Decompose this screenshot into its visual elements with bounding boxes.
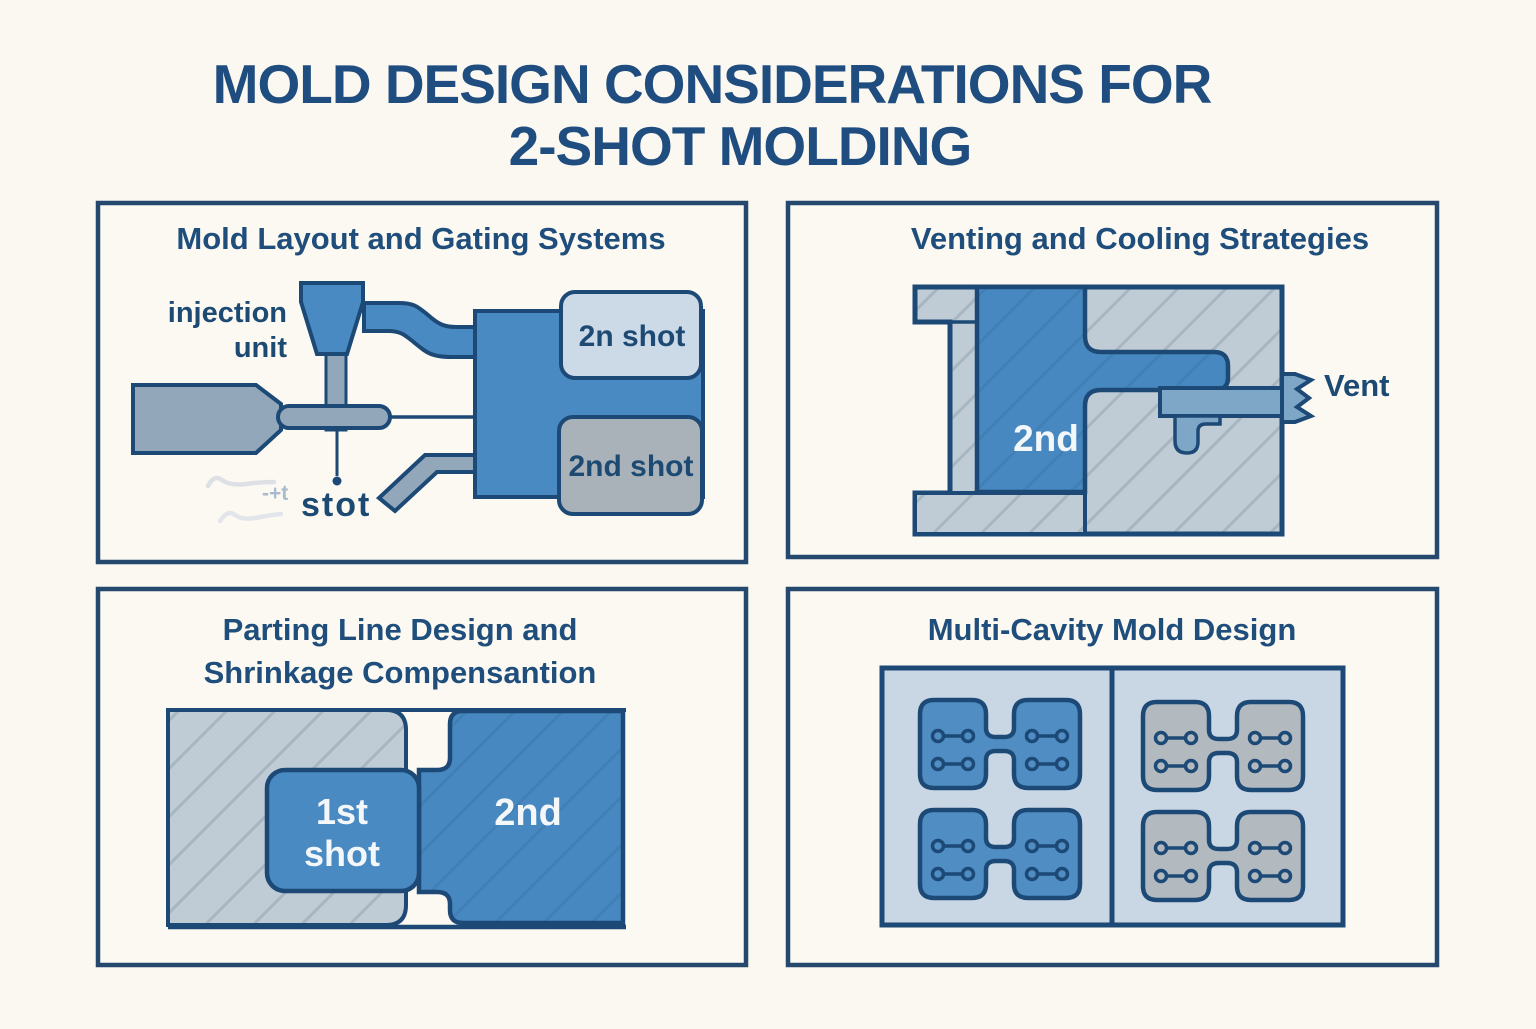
panel-parting-line xyxy=(98,589,746,965)
vent-channel-shape xyxy=(1160,388,1282,416)
panel-parting-line-title-line2: Shrinkage Compensantion xyxy=(203,655,597,690)
vent-label: Vent xyxy=(1324,368,1390,403)
nozzle-bar-shape xyxy=(278,406,390,428)
panel-venting-cooling xyxy=(788,203,1437,557)
injection-unit-label-line2: unit xyxy=(233,332,287,364)
panel-mold-layout xyxy=(98,203,746,562)
first-shot-label-line2: shot xyxy=(304,833,380,874)
sprue-gate-label: stot xyxy=(301,486,372,524)
panel-parting-line-title-line1: Parting Line Design and xyxy=(222,612,578,647)
gate-dot xyxy=(333,477,342,486)
first-shot-cavity-label: 2n shot xyxy=(578,320,686,353)
panel-multi-cavity-title: Multi-Cavity Mold Design xyxy=(927,612,1297,647)
panel-mold-layout-title: Mold Layout and Gating Systems xyxy=(176,221,666,256)
injection-unit-label-line1: injection xyxy=(167,297,287,329)
second-shot-cavity-label: 2nd shot xyxy=(568,450,694,483)
vent-tip-shape xyxy=(1282,374,1311,422)
panel-venting-cooling-title: Venting and Cooling Strategies xyxy=(910,221,1370,256)
runner-marks-label: -+t xyxy=(262,482,289,505)
cavity-2nd-label: 2nd xyxy=(1013,418,1079,459)
main-title-line1: MOLD DESIGN CONSIDERATIONS FOR xyxy=(212,53,1212,115)
support-bar-shape xyxy=(915,493,1085,534)
main-title-line2: 2-SHOT MOLDING xyxy=(508,115,972,177)
injection-barrel-shape xyxy=(133,385,281,453)
first-shot-label-line1: 1st xyxy=(315,791,369,832)
panel-multi-cavity xyxy=(788,589,1437,965)
second-shot-half-label: 2nd xyxy=(494,792,562,834)
